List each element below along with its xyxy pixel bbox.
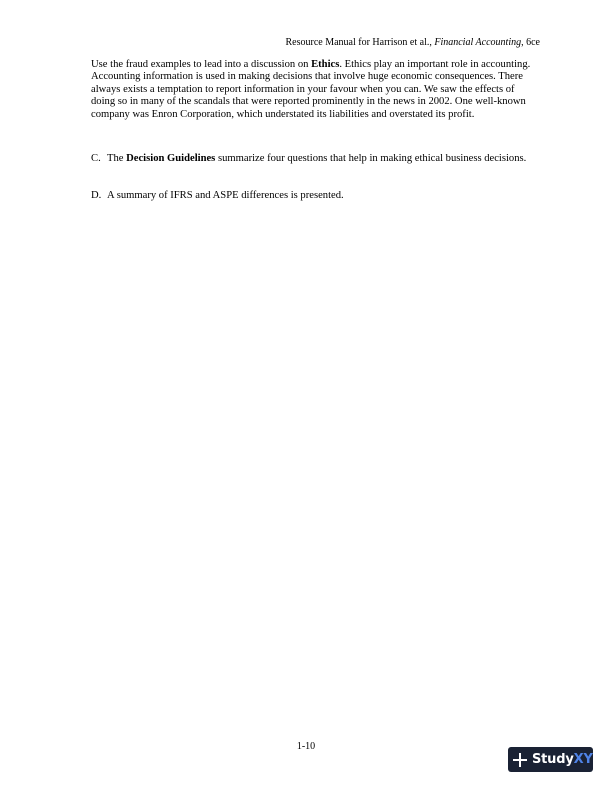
list-item-d	[91, 190, 531, 202]
page-number: 1-10	[296, 741, 316, 752]
list-text-d: A summary of IFRS and ASPE differences is presented.	[107, 190, 344, 201]
ethics-paragraph	[91, 59, 531, 121]
logo-word-xy: XY	[573, 752, 593, 767]
plus-icon	[513, 753, 527, 767]
decision-guidelines-term: Decision Guidelines	[126, 153, 216, 164]
list-marker-d: D.	[91, 190, 102, 201]
header-edition: , 6ce	[521, 37, 540, 48]
list-text-c-lead: The	[107, 153, 127, 164]
list-text-c-rest: summarize four questions that help in making ethical business decisions.	[215, 153, 527, 164]
studyxy-logo[interactable]	[508, 747, 593, 772]
header-book-title: Financial Accounting	[434, 37, 522, 48]
logo-wordmark	[532, 752, 593, 767]
ethics-paragraph-rest: . Ethics play an important role in accounting. Accounting information is used in making decisions that involve huge economic consequences. There always exists a temptation to report information in your favour when you can. We saw the effects of doing so in many of the scandals that were reported prominently in the news in 2002. One well-known company was Enron Corporation, which understated its liabilities and overstated its profit.	[91, 59, 531, 120]
list-marker-c: C.	[91, 153, 101, 164]
ethics-term: Ethics	[311, 59, 340, 70]
running-header	[286, 37, 540, 49]
logo-word-study: Study	[532, 752, 574, 767]
list-item-c	[91, 153, 531, 165]
ethics-paragraph-lead: Use the fraud examples to lead into a discussion on	[91, 59, 312, 70]
list-text-c	[107, 153, 531, 165]
header-prefix: Resource Manual for Harrison et al.,	[285, 37, 435, 48]
